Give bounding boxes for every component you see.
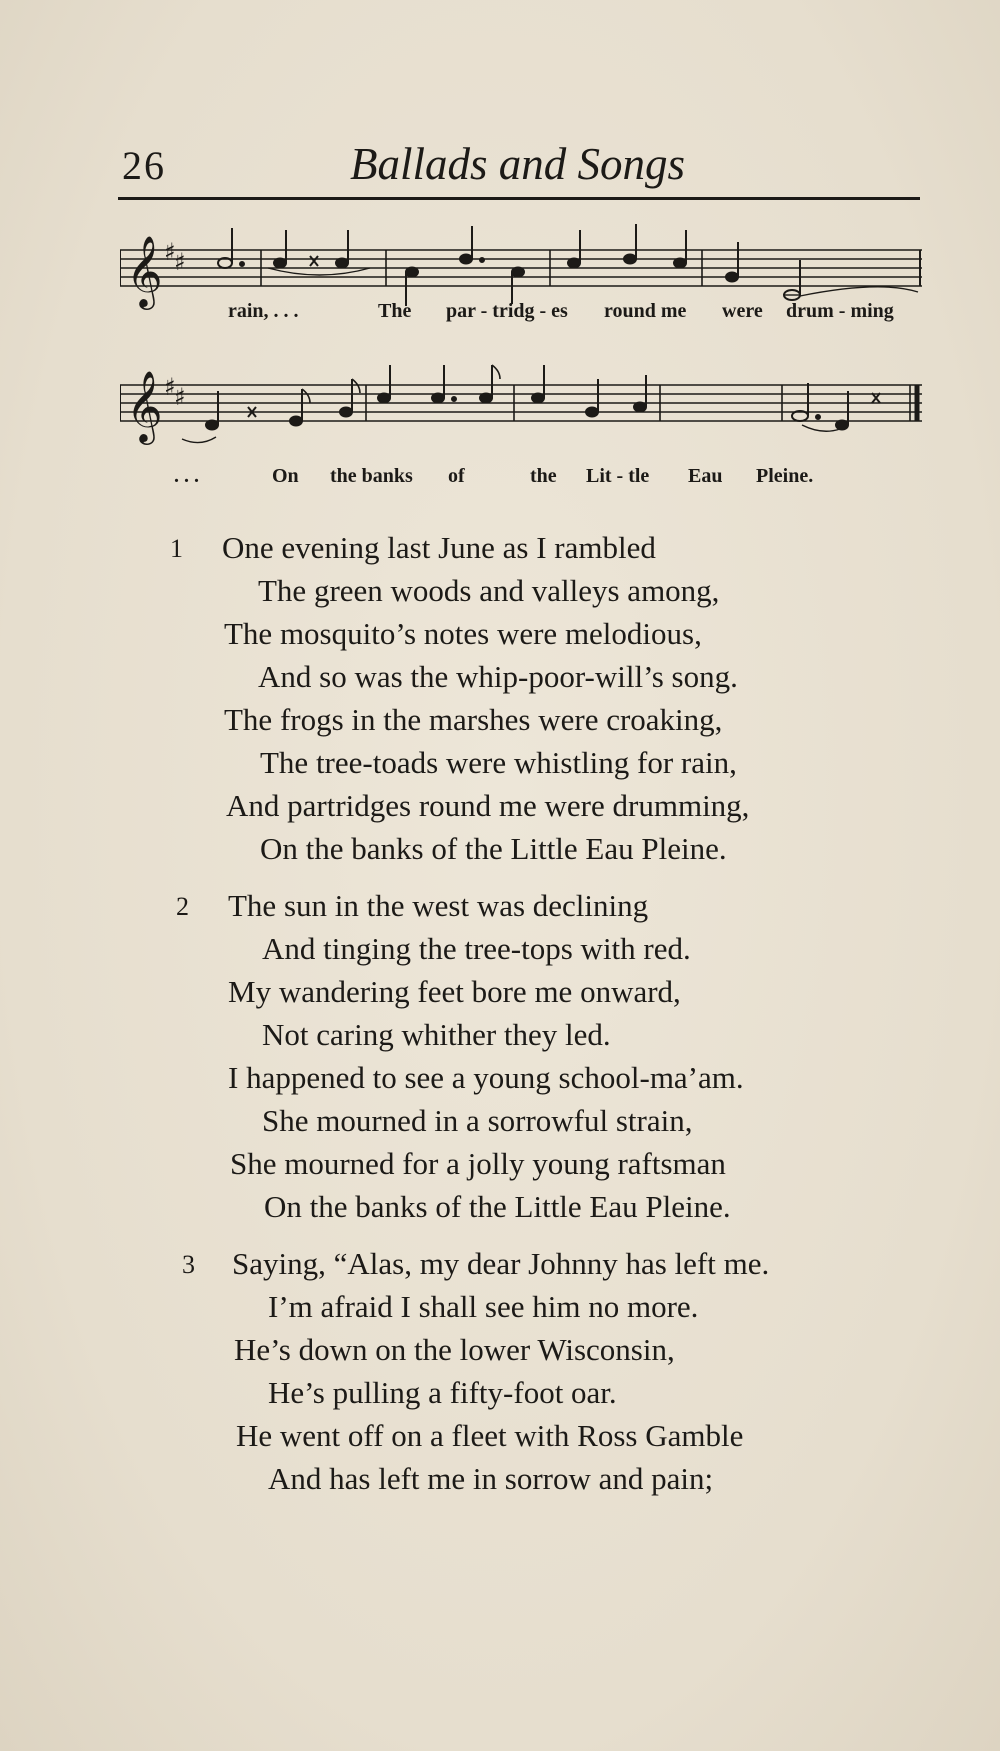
lyric-drumming: drum - ming (786, 300, 894, 322)
verse-line: I happened to see a young school-ma’am. (228, 1060, 744, 1095)
stanza-number: 2 (176, 892, 189, 921)
svg-text:♯: ♯ (164, 373, 176, 401)
verse-line: Saying, “Alas, my dear Johnny has left me. (232, 1246, 770, 1281)
verse-line: I’m afraid I shall see him no more. (268, 1289, 699, 1324)
verse-line: And has left me in sorrow and pain; (268, 1461, 714, 1496)
svg-text:𝄞: 𝄞 (126, 234, 163, 307)
verse-line: On the banks of the Little Eau Pleine. (260, 831, 727, 866)
verse-line: The mosquito’s notes were melodious, (224, 616, 702, 651)
verse-line: Not caring whither they led. (262, 1017, 611, 1052)
svg-text:♯: ♯ (164, 238, 176, 266)
verse-line: He’s down on the lower Wisconsin, (234, 1332, 675, 1367)
music-staff-2 (120, 355, 922, 487)
verse-line: He’s pulling a fifty-foot oar. (268, 1375, 617, 1410)
lyric-pleine: Pleine. (756, 465, 814, 487)
verse-line: The green woods and valleys among, (258, 573, 720, 608)
page-number: 26 (122, 143, 166, 188)
lyric-little: Lit - tle (586, 465, 650, 487)
svg-text:𝄞: 𝄞 (126, 369, 163, 442)
lyric-eau: Eau (688, 465, 723, 487)
lyric-ellipsis: . . . (174, 465, 199, 487)
verse-line: On the banks of the Little Eau Pleine. (264, 1189, 731, 1224)
lyric-were: were (722, 300, 763, 322)
svg-text:♯: ♯ (174, 383, 186, 411)
stanza-1 (170, 530, 930, 870)
verse-line: And partridges round me were drumming, (226, 788, 750, 823)
lyric-the: The (378, 300, 412, 322)
lyric-round-me: round me (604, 300, 687, 322)
staff-2-notation (120, 355, 922, 455)
lyric-of: of (448, 465, 465, 487)
stanza-number: 1 (170, 534, 183, 563)
verse-line: The tree-toads were whistling for rain, (260, 745, 737, 780)
music-staff-1 (120, 220, 922, 320)
verse-line: And tinging the tree-tops with red. (262, 931, 691, 966)
lyric-on: On (272, 465, 299, 487)
stanza-2 (176, 888, 936, 1228)
verse-line: And so was the whip-poor-will’s song. (258, 659, 738, 694)
running-title: Ballads and Songs (350, 139, 686, 189)
lyric-the-banks: the banks (330, 465, 413, 487)
verse-line: He went off on a fleet with Ross Gamble (236, 1418, 744, 1453)
stanza-3 (182, 1246, 942, 1506)
verse-line: She mourned for a jolly young raftsman (230, 1146, 726, 1181)
lyric-partridges: par - tridg - es (446, 300, 568, 322)
header-rule (118, 197, 920, 200)
svg-text:♯: ♯ (174, 248, 186, 276)
lyric-rain: rain, . . . (228, 300, 299, 322)
verse-line: She mourned in a sorrowful strain, (262, 1103, 693, 1138)
stanza-number: 3 (182, 1250, 195, 1279)
lyric-the-2: the (530, 465, 557, 487)
page-header (118, 138, 920, 198)
verse-line: My wandering feet bore me onward, (228, 974, 681, 1009)
verse-line: One evening last June as I rambled (222, 530, 656, 565)
verse-line: The frogs in the marshes were croaking, (224, 702, 723, 737)
verse-line: The sun in the west was declining (228, 888, 649, 923)
